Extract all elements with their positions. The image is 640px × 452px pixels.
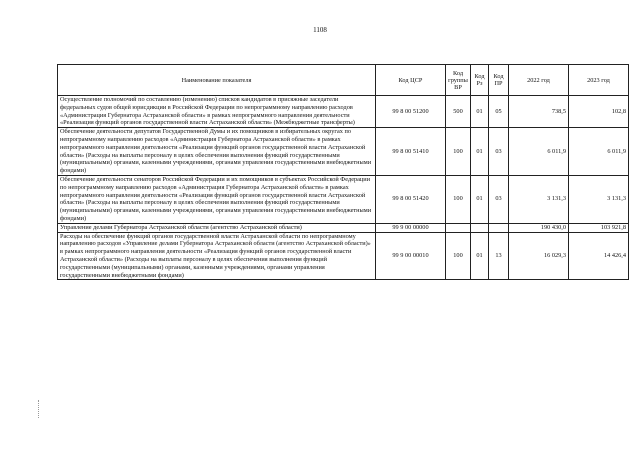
row-pr: 03 <box>489 128 509 176</box>
row-vr: 100 <box>446 175 471 223</box>
row-2022: 190 430,0 <box>509 223 569 232</box>
row-rz: 01 <box>471 96 489 128</box>
table-row <box>58 223 629 232</box>
row-name: Обеспечение деятельности сенаторов Российской Федерации и их помощников в субъектах Российской Федерации по непрограммному направлению расходов «Администрация Губернатора Астраханской области» в рамках непрограммного направления деятельности «Реализация функций органов государственной власти Астраханской области» (Расходы на выплаты персоналу в целях обеспечения выполнения функций государственными (муниципальными) органами, казенными учреждениями, органами управления государственными внебюджетными фондами) <box>58 175 376 223</box>
header-rz: Код Рз <box>471 65 489 96</box>
row-csr: 99 8 00 51200 <box>376 96 446 128</box>
row-vr: 100 <box>446 232 471 280</box>
row-name: Расходы на обеспечение функций органов государственной власти Астраханской области по непрограммному направлению расходов «Управление делами Губернатора Астраханской области (агентство Астраханской области)» в рамках непрограммного направления деятельности «Реализация функций органов государственной власти Астраханской области» (Расходы на выплаты персоналу в целях обеспечения выполнения функций государственными (муниципальными) органами, казенными учреждениями, органами управления государственными внебюджетными фондами) <box>58 232 376 280</box>
row-vr <box>446 223 471 232</box>
table-row <box>58 96 629 128</box>
row-2022: 3 131,3 <box>509 175 569 223</box>
row-rz: 01 <box>471 232 489 280</box>
row-2022: 16 029,3 <box>509 232 569 280</box>
scan-margin-mark <box>38 400 41 418</box>
row-csr: 99 8 00 51420 <box>376 175 446 223</box>
table-row <box>58 128 629 176</box>
row-2023: 6 011,9 <box>569 128 629 176</box>
row-pr: 03 <box>489 175 509 223</box>
table-header <box>58 65 629 96</box>
row-2023: 103 921,8 <box>569 223 629 232</box>
row-csr: 99 8 00 51410 <box>376 128 446 176</box>
row-vr: 100 <box>446 128 471 176</box>
header-csr: Код ЦСР <box>376 65 446 96</box>
row-name: Обеспечение деятельности депутатов Государственной Думы и их помощников в избирательных округах по непрограммному направлению расходов «Администрация Губернатора Астраханской области» в рамках непрограммного направления деятельности «Реализация функций органов государственной власти Астраханской области» (Расходы на выплаты персоналу в целях обеспечения выполнения функций государственными (муниципальными) органами, казенными учреждениями, органами управления государственными внебюджетными фондами) <box>58 128 376 176</box>
header-vr: Код группы ВР <box>446 65 471 96</box>
row-pr: 13 <box>489 232 509 280</box>
row-2022: 738,5 <box>509 96 569 128</box>
budget-table <box>57 64 629 280</box>
row-name: Осуществление полномочий по составлению (изменению) списков кандидатов в присяжные заседатели федеральных судов общей юрисдикции в Российской Федерации по непрограммному направлению расходов «Администрация Губернатора Астраханской области» в рамках непрограммного направления деятельности «Реализация функций органов государственной власти Астраханской области» (Межбюджетные трансферты) <box>58 96 376 128</box>
row-name: Управление делами Губернатора Астраханской области (агентство Астраханской области) <box>58 223 376 232</box>
row-csr: 99 9 00 00010 <box>376 232 446 280</box>
table-row <box>58 175 629 223</box>
row-vr: 500 <box>446 96 471 128</box>
row-rz: 01 <box>471 128 489 176</box>
row-pr: 05 <box>489 96 509 128</box>
row-2022: 6 011,9 <box>509 128 569 176</box>
row-2023: 3 131,3 <box>569 175 629 223</box>
header-2023: 2023 год <box>569 65 629 96</box>
row-2023: 14 426,4 <box>569 232 629 280</box>
row-pr <box>489 223 509 232</box>
row-rz: 01 <box>471 175 489 223</box>
header-2022: 2022 год <box>509 65 569 96</box>
page-number: 1108 <box>313 26 327 34</box>
row-2023: 102,8 <box>569 96 629 128</box>
header-pr: Код ПР <box>489 65 509 96</box>
row-csr: 99 9 00 00000 <box>376 223 446 232</box>
table-body <box>58 96 629 280</box>
header-row <box>58 65 629 96</box>
table-row <box>58 232 629 280</box>
header-name: Наименование показателя <box>58 65 376 96</box>
row-rz <box>471 223 489 232</box>
